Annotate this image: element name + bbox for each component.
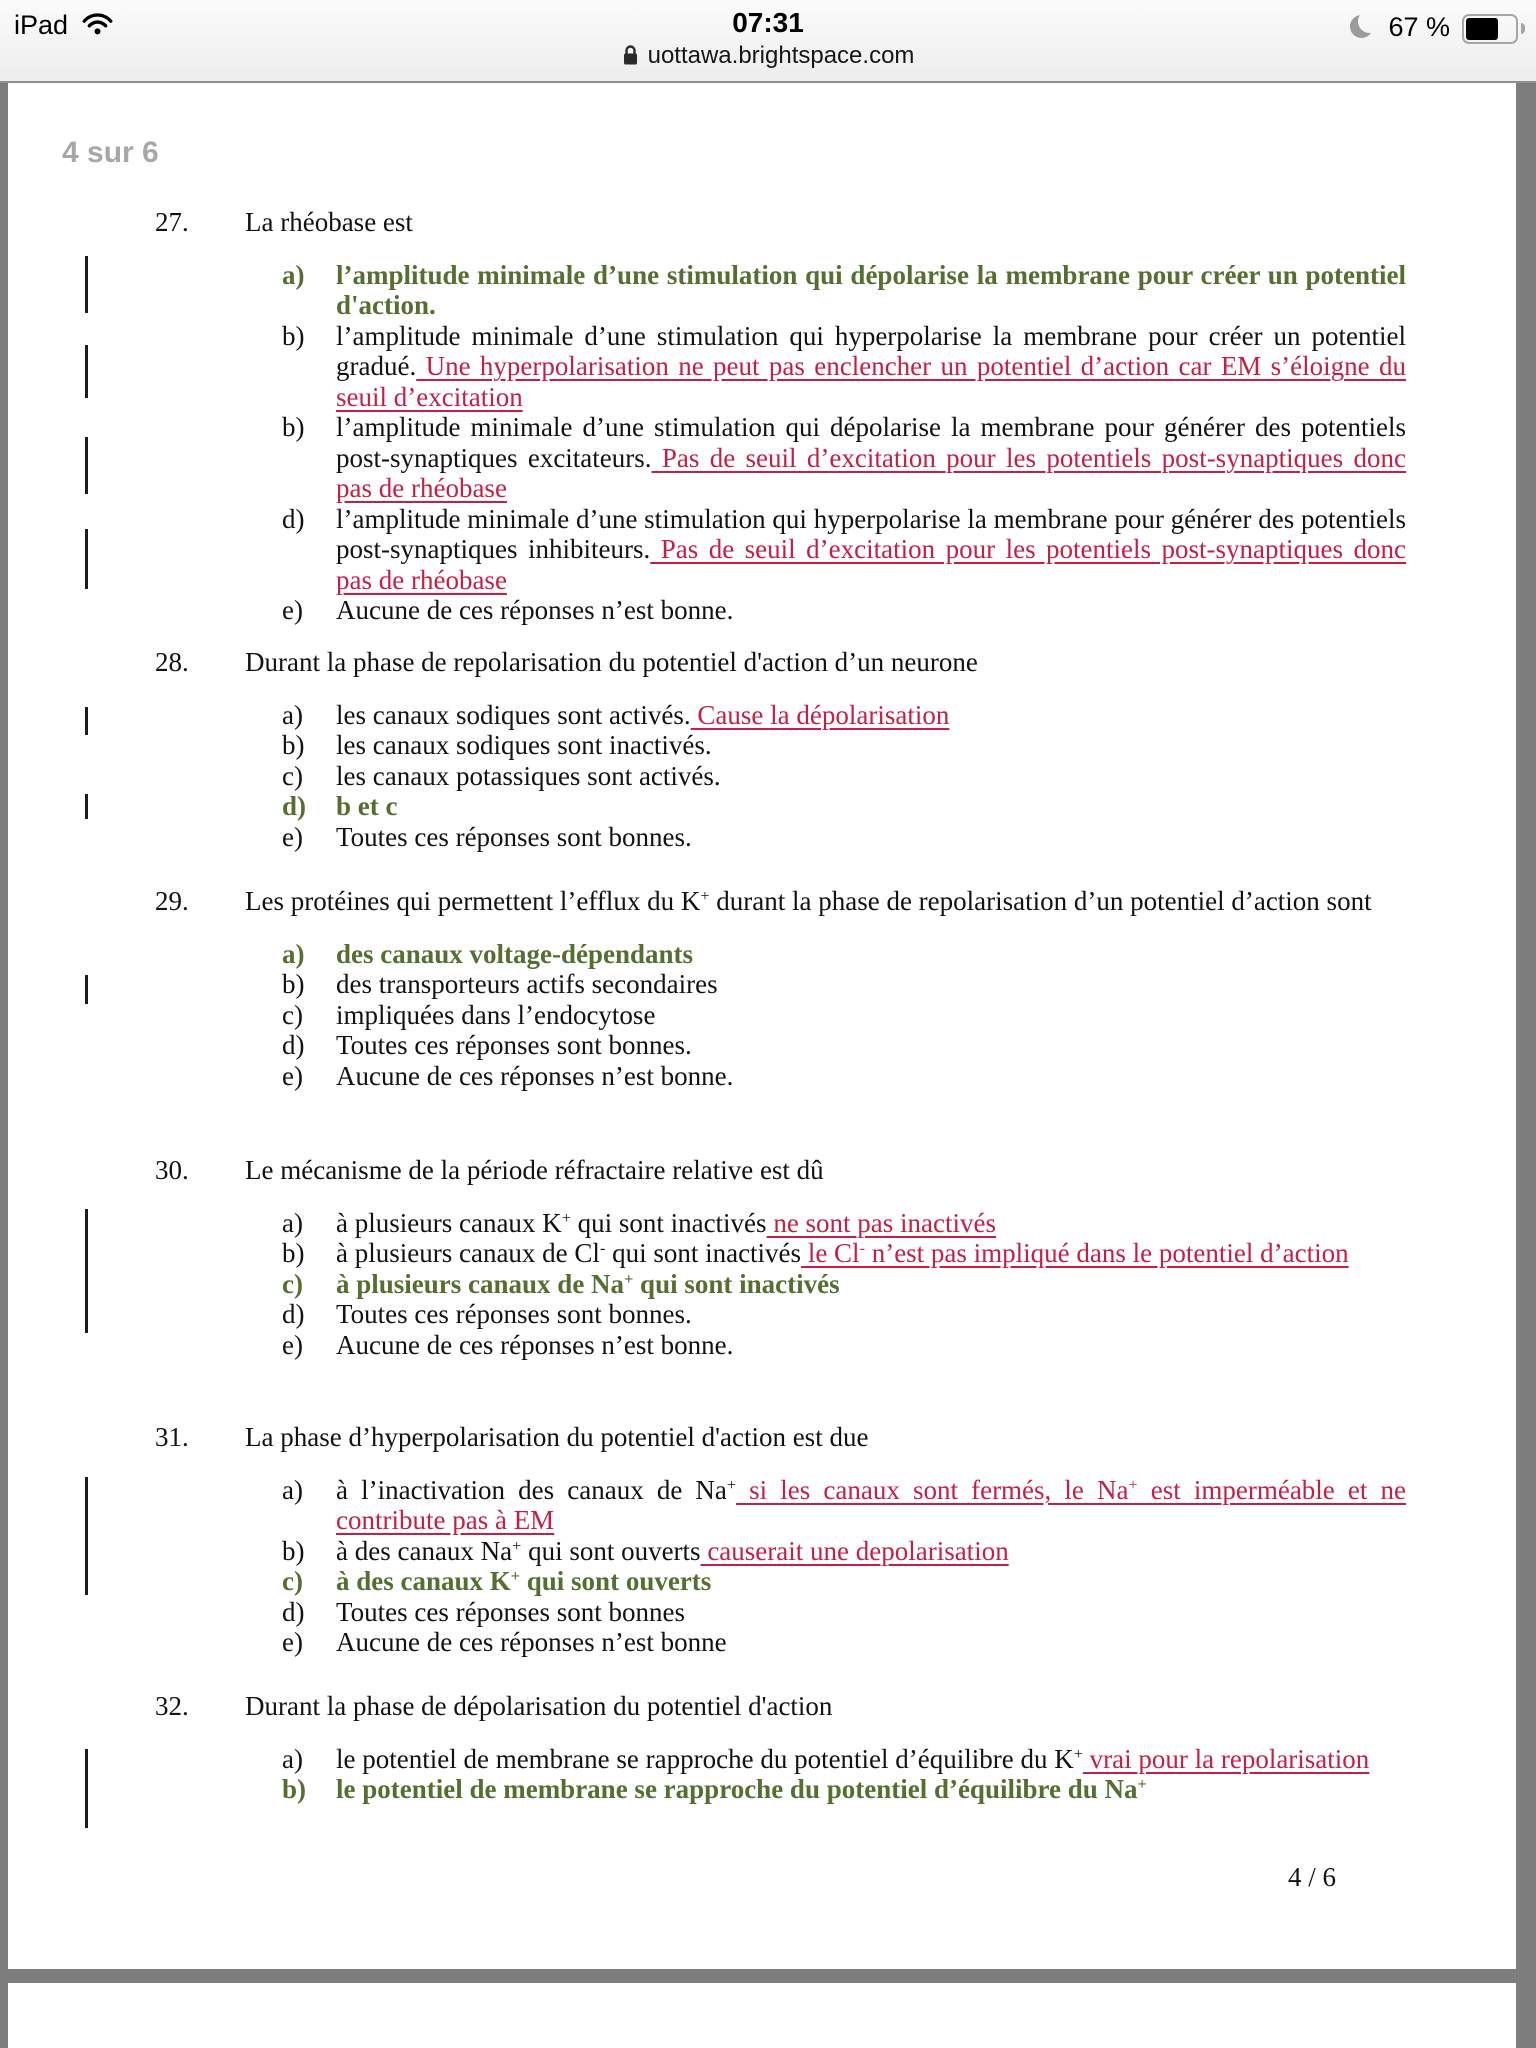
answer-text: à des canaux K+ qui sont ouverts <box>336 1566 712 1596</box>
answer-text: l’amplitude minimale d’une stimulation qui dépolarise la membrane pour générer des potentiels post-synaptiques excitateurs. Pas de seuil d’excitation pour les potentiels post-synaptiques donc pas de rhéobase <box>336 412 1406 503</box>
pdf-page[interactable] <box>8 83 1516 1969</box>
question-block <box>155 1422 1406 1658</box>
answer-letter: e) <box>282 595 303 625</box>
question-number: 27. <box>155 207 189 237</box>
answer-letter: a) <box>282 1743 303 1774</box>
answer-letter: b) <box>282 1535 305 1566</box>
answer-row <box>282 1536 1406 1567</box>
clock-time: 07:31 <box>732 7 804 38</box>
answer-row <box>282 822 1406 853</box>
answer-text: l’amplitude minimale d’une stimulation qui hyperpolarise la membrane pour créer un potentiel gradué. Une hyperpolarisation ne peut pas enclencher un potentiel d’action car EM s’éloigne du seuil d’excitation <box>336 320 1406 412</box>
answer-text: b et c <box>336 791 398 821</box>
battery-percent-label: 67 % <box>1388 12 1450 42</box>
answer-letter: c) <box>282 1566 303 1596</box>
answer-row <box>282 1299 1406 1330</box>
answer-text: à plusieurs canaux K+ qui sont inactivés ne sont pas inactivés <box>336 1207 997 1238</box>
url-text: uottawa.brightspace.com <box>647 42 915 69</box>
answer-row <box>282 595 1406 626</box>
margin-tick-mark <box>85 1477 88 1595</box>
answer-text: l’amplitude minimale d’une stimulation qui dépolarise la membrane pour créer un potentiel d'action. <box>336 259 1406 320</box>
annotation-note: si les canaux sont fermés, le Na+ est imperméable et ne contribute pas à EM <box>336 1474 1406 1535</box>
answer-row <box>282 1269 1406 1300</box>
annotation-note: Une hyperpolarisation ne peut pas enclencher un potentiel d’action car EM s’éloigne du seuil d’excitation <box>336 351 1406 412</box>
answer-row <box>282 1597 1406 1628</box>
answer-letter: d) <box>282 503 305 534</box>
answer-letter: b) <box>282 320 305 351</box>
answer-letter: e) <box>282 1329 303 1360</box>
answer-letter: d) <box>282 1596 305 1627</box>
question-title: La phase d’hyperpolarisation du potentiel d'action est due <box>245 1422 869 1452</box>
question-block <box>155 1155 1406 1360</box>
answer-text: à plusieurs canaux de Cl- qui sont inactivés le Cl- n’est pas impliqué dans le potentiel d’action <box>336 1238 1349 1268</box>
answer-text: Aucune de ces réponses n’est bonne. <box>336 595 734 625</box>
answer-text: l’amplitude minimale d’une stimulation qui hyperpolarise la membrane pour générer des potentiels post-synaptiques inhibiteurs. Pas de seuil d’excitation pour les potentiels post-synaptiques donc pas de rhéobase <box>336 503 1406 595</box>
margin-tick-mark <box>85 1749 88 1828</box>
url-bar[interactable] <box>0 42 1536 73</box>
annotation-note: causerait une depolarisation <box>700 1535 1009 1566</box>
answer-text: à des canaux Na+ qui sont ouverts causerait une depolarisation <box>336 1535 1009 1566</box>
margin-tick-mark <box>85 1209 88 1333</box>
question-block <box>155 647 1406 852</box>
question-number: 32. <box>155 1691 189 1721</box>
margin-tick-mark <box>85 256 88 313</box>
annotation-note: vrai pour la repolarisation <box>1082 1743 1370 1774</box>
answer-letter: a) <box>282 699 303 730</box>
annotation-note: Pas de seuil d’excitation pour les potentiels post-synaptiques donc pas de rhéobase <box>336 534 1406 595</box>
question-title: Le mécanisme de la période réfractaire relative est dû <box>245 1155 824 1185</box>
question-number: 28. <box>155 647 189 677</box>
margin-tick-mark <box>85 707 88 735</box>
answer-text: Aucune de ces réponses n’est bonne. <box>336 1060 734 1091</box>
answer-letter: a) <box>282 938 305 969</box>
margin-tick-mark <box>85 794 88 819</box>
battery-icon <box>1462 14 1518 44</box>
question-title: La rhéobase est <box>245 207 413 237</box>
answer-text: Aucune de ces réponses n’est bonne <box>336 1627 727 1657</box>
answer-letter: d) <box>282 1299 305 1329</box>
answer-row <box>282 412 1406 504</box>
answer-row <box>282 730 1406 761</box>
question-block <box>155 1691 1406 1805</box>
answer-row <box>282 321 1406 413</box>
answer-row <box>282 1744 1406 1775</box>
answer-row <box>282 1330 1406 1361</box>
answer-row <box>282 504 1406 596</box>
answer-text: les canaux sodiques sont activés. Cause la dépolarisation <box>336 699 950 730</box>
answer-text: des canaux voltage-dépendants <box>336 938 694 969</box>
answer-text: des transporteurs actifs secondaires <box>336 969 718 999</box>
answer-text: Toutes ces réponses sont bonnes. <box>336 1299 692 1329</box>
lock-icon <box>622 44 639 73</box>
answer-text: Toutes ces réponses sont bonnes. <box>336 1030 692 1060</box>
question-number: 31. <box>155 1422 189 1452</box>
do-not-disturb-moon-icon <box>1350 15 1373 38</box>
answer-text: les canaux sodiques sont inactivés. <box>336 730 712 760</box>
answer-row <box>282 1774 1406 1805</box>
answer-text: le potentiel de membrane se rapproche du potentiel d’équilibre du Na+ <box>336 1774 1147 1804</box>
answer-row <box>282 791 1406 822</box>
answer-row <box>282 761 1406 792</box>
answer-letter: a) <box>282 1207 303 1238</box>
answer-text: le potentiel de membrane se rapproche du potentiel d’équilibre du K+ vrai pour la repolarisation <box>336 1743 1370 1774</box>
answer-text: Toutes ces réponses sont bonnes <box>336 1596 686 1627</box>
answer-text: à l’inactivation des canaux de Na+ si les canaux sont fermés, le Na+ est imperméable et ne contribute pas à EM <box>336 1474 1406 1535</box>
answer-text: Aucune de ces réponses n’est bonne. <box>336 1329 734 1360</box>
question-title: Les protéines qui permettent l’efflux du K+ durant la phase de repolarisation d’un potentiel d’action sont <box>245 886 1372 916</box>
answer-letter: e) <box>282 1627 303 1657</box>
answer-row <box>282 1030 1406 1061</box>
answer-text: Toutes ces réponses sont bonnes. <box>336 821 692 852</box>
pdf-page-next[interactable] <box>8 1983 1516 2048</box>
annotation-note: Pas de seuil d’excitation pour les potentiels post-synaptiques donc pas de rhéobase <box>336 442 1406 503</box>
answer-row <box>282 1566 1406 1597</box>
question-title: Durant la phase de dépolarisation du potentiel d'action <box>245 1691 833 1721</box>
answer-row <box>282 1475 1406 1536</box>
margin-tick-mark <box>85 975 88 1004</box>
answer-letter: b) <box>282 412 305 442</box>
answer-letter: c) <box>282 1268 303 1299</box>
answer-row <box>282 1627 1406 1658</box>
question-block <box>155 886 1406 1091</box>
question-title: Durant la phase de repolarisation du potentiel d'action d’un neurone <box>245 647 978 677</box>
answer-letter: b) <box>282 730 305 760</box>
margin-tick-mark <box>85 437 88 494</box>
answer-letter: c) <box>282 760 303 791</box>
answer-letter: a) <box>282 259 305 290</box>
answer-row <box>282 939 1406 970</box>
answer-letter: b) <box>282 1774 307 1804</box>
device-label: iPad <box>14 10 69 40</box>
safari-status-bar <box>0 0 1536 83</box>
answer-row <box>282 700 1406 731</box>
answer-row <box>282 1000 1406 1031</box>
answer-letter: d) <box>282 1030 305 1060</box>
answer-letter: c) <box>282 999 303 1030</box>
answer-row <box>282 260 1406 321</box>
answer-letter: b) <box>282 969 305 999</box>
answer-row <box>282 969 1406 1000</box>
answer-text: impliquées dans l’endocytose <box>336 999 656 1030</box>
answer-row <box>282 1208 1406 1239</box>
margin-tick-mark <box>85 345 88 398</box>
answer-letter: e) <box>282 821 303 852</box>
annotation-note: ne sont pas inactivés <box>766 1207 997 1238</box>
answer-letter: a) <box>282 1474 303 1505</box>
answer-letter: d) <box>282 791 307 821</box>
answer-text: à plusieurs canaux de Na+ qui sont inactivés <box>336 1268 840 1299</box>
margin-tick-mark <box>85 529 88 589</box>
answer-letter: b) <box>282 1238 305 1268</box>
question-number: 29. <box>155 886 189 916</box>
annotation-note: Cause la dépolarisation <box>690 699 950 730</box>
annotation-note: le Cl- n’est pas impliqué dans le potentiel d’action <box>801 1238 1349 1268</box>
answer-row <box>282 1238 1406 1269</box>
page-indicator: 4 sur 6 <box>62 136 159 169</box>
page-footer-number: 4 / 6 <box>1287 1862 1336 1892</box>
answer-row <box>282 1061 1406 1092</box>
question-number: 30. <box>155 1155 189 1185</box>
answer-letter: e) <box>282 1060 303 1091</box>
answer-text: les canaux potassiques sont activés. <box>336 760 721 791</box>
question-block <box>155 207 1406 626</box>
